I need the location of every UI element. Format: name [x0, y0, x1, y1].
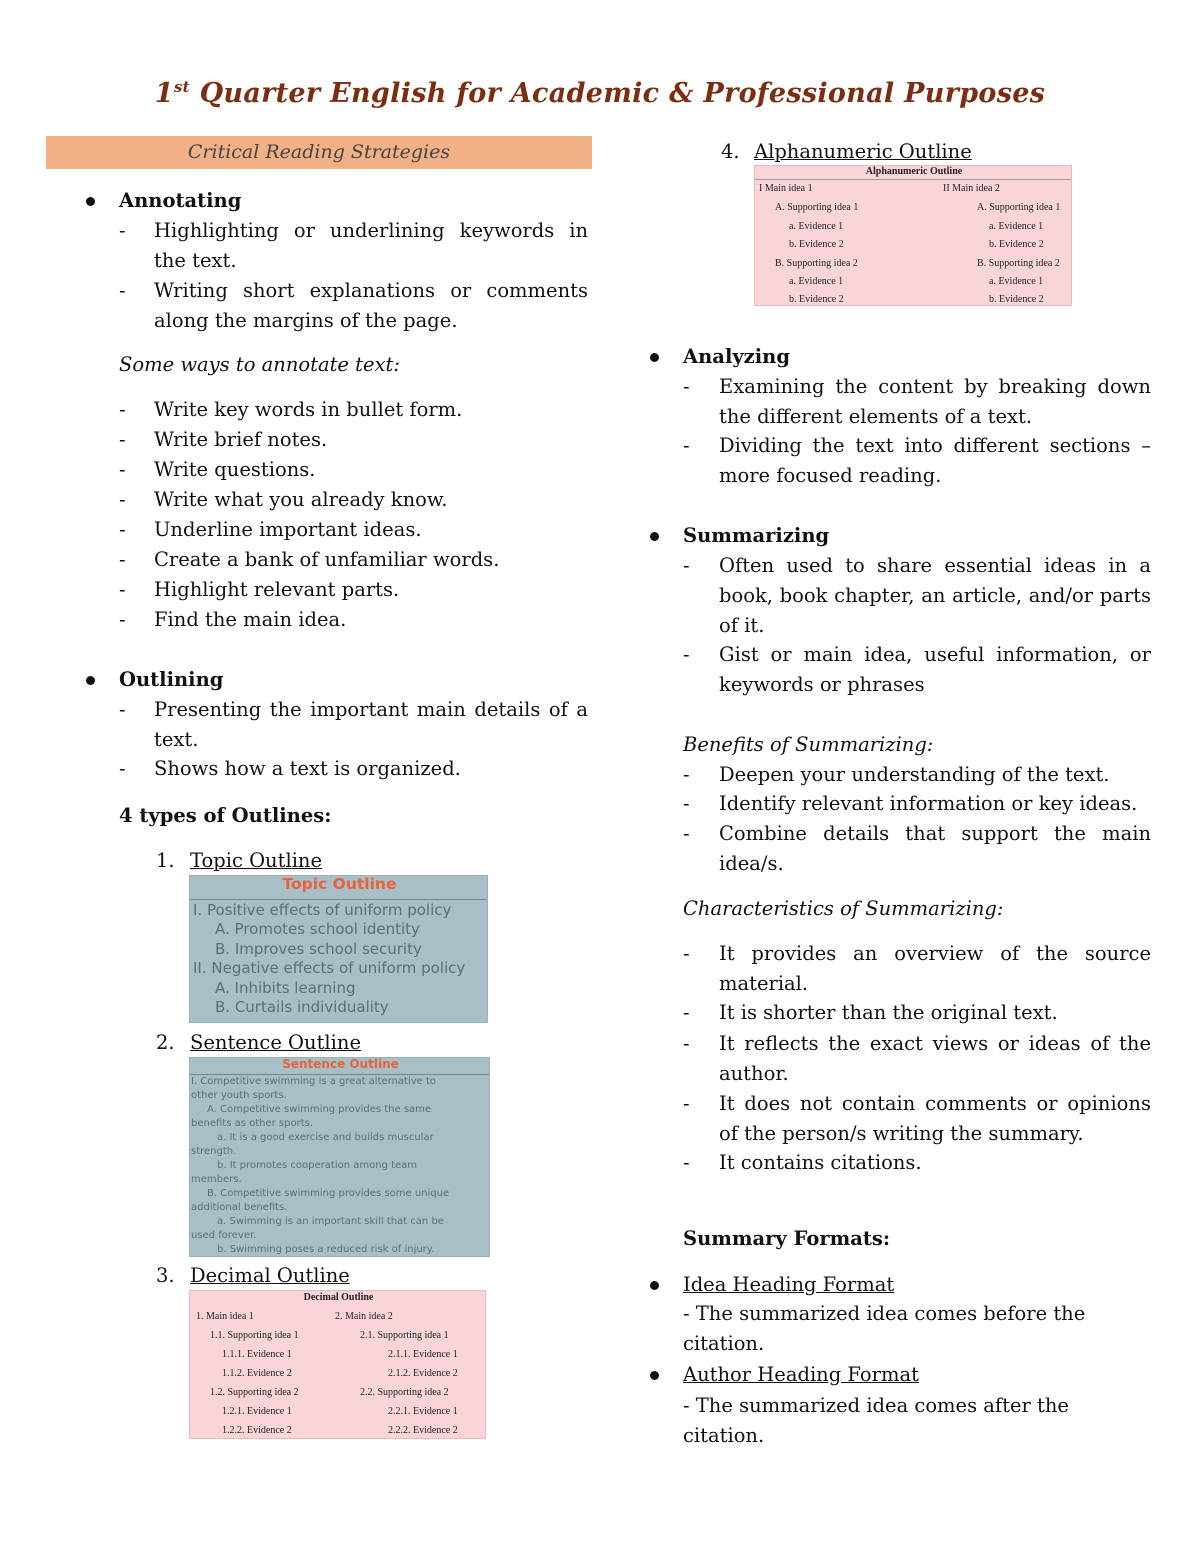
outline-line: 2.2.2. Evidence 2: [388, 1425, 458, 1436]
dash-icon: -: [683, 1032, 690, 1055]
list-number: 4.: [721, 140, 740, 163]
outline-line: 1.2. Supporting idea 2: [210, 1387, 299, 1398]
sentence-outline-image: [189, 1057, 490, 1257]
list-item: It does not contain comments or opinions of the person/s writing the summary.: [719, 1092, 1151, 1145]
dash-icon: -: [119, 608, 126, 631]
list-item: Underline important ideas.: [154, 518, 422, 541]
bullet-icon: [650, 1281, 659, 1290]
outline-line: B. Curtails individuality: [215, 998, 389, 1016]
outline-line: I. Competitive swimming is a great alternative to: [191, 1076, 437, 1087]
outline-line: b. Evidence 2: [789, 294, 844, 305]
dash-icon: -: [683, 1151, 690, 1174]
outline-line: b. Evidence 2: [989, 294, 1044, 305]
outline-line: a. Evidence 1: [989, 221, 1044, 232]
list-item: Write key words in bullet form.: [154, 398, 463, 421]
list-item: Write questions.: [154, 458, 316, 481]
list-item: Write what you already know.: [154, 488, 448, 511]
outline-line: 2.1.2. Evidence 2: [388, 1368, 458, 1379]
dash-icon: -: [119, 428, 126, 451]
outline-line: 1.2.1. Evidence 1: [222, 1406, 292, 1417]
list-item: Writing short explanations or comments along the margins of the page.: [154, 279, 588, 332]
outline-line: b. Evidence 2: [789, 239, 844, 250]
dash-icon: -: [119, 698, 126, 721]
outline-line: B. Supporting idea 2: [775, 258, 858, 269]
bullet-icon: [86, 197, 95, 206]
list-item: It provides an overview of the source material.: [719, 942, 1151, 995]
characteristics-label: Characteristics of Summarizing:: [683, 897, 1004, 920]
bullet-icon: [86, 676, 95, 685]
annotating-heading: Annotating: [119, 189, 242, 212]
bullet-icon: [650, 1371, 659, 1380]
outline-line: 2. Main idea 2: [335, 1311, 393, 1322]
dash-icon: -: [119, 458, 126, 481]
outline-line: members.: [191, 1174, 242, 1185]
outline-line: A. Supporting idea 1: [775, 202, 859, 213]
outline-line: I. Positive effects of uniform policy: [193, 901, 452, 919]
outline-line: B. Supporting idea 2: [977, 258, 1060, 269]
format-description: - The summarized idea comes before the citation.: [683, 1302, 1086, 1355]
sentence-outline-label: Sentence Outline: [190, 1031, 362, 1054]
list-item: Examining the content by breaking down the different elements of a text.: [719, 375, 1151, 428]
outline-line: 1.1.2. Evidence 2: [222, 1368, 292, 1379]
format-description: - The summarized idea comes after the citation.: [683, 1394, 1069, 1447]
list-item: Identify relevant information or key ideas.: [719, 792, 1138, 815]
bullet-icon: [650, 353, 659, 362]
summary-formats-label: Summary Formats:: [683, 1227, 891, 1250]
outline-line: 2.2.1. Evidence 1: [388, 1406, 458, 1417]
idea-heading-format: Idea Heading Format: [683, 1273, 895, 1296]
outline-line: 2.2. Supporting idea 2: [360, 1387, 449, 1398]
outline-line: b. Swimming poses a reduced risk of injury.: [217, 1244, 435, 1255]
outline-line: I Main idea 1: [759, 183, 813, 194]
outline-line: used forever.: [191, 1230, 257, 1241]
outline-line: 1. Main idea 1: [196, 1311, 254, 1322]
dash-icon: -: [119, 518, 126, 541]
outline-line: A. Supporting idea 1: [977, 202, 1061, 213]
decimal-outline-title: Decimal Outline: [303, 1292, 374, 1303]
outline-line: a. Evidence 1: [989, 276, 1044, 287]
dash-icon: -: [683, 554, 690, 577]
list-item: It is shorter than the original text.: [719, 1001, 1058, 1024]
benefits-label: Benefits of Summarizing:: [683, 733, 934, 756]
dash-icon: -: [683, 792, 690, 815]
dash-icon: -: [119, 578, 126, 601]
analyzing-heading: Analyzing: [683, 345, 790, 368]
list-item: It contains citations.: [719, 1151, 922, 1174]
list-item: Often used to share essential ideas in a book, book chapter, an article, and/or parts of it.: [719, 554, 1151, 637]
list-item: Create a bank of unfamiliar words.: [154, 548, 500, 571]
dash-icon: -: [683, 643, 690, 666]
decimal-outline-image: [189, 1290, 486, 1439]
dash-icon: -: [119, 219, 126, 242]
list-item: Presenting the important main details of a text.: [154, 698, 588, 751]
outline-line: A. Competitive swimming provides the same: [207, 1104, 432, 1115]
list-number: 2.: [156, 1031, 175, 1054]
dash-icon: -: [683, 1092, 690, 1115]
list-item: It reflects the exact views or ideas of the author.: [719, 1032, 1151, 1085]
outline-line: B. Competitive swimming provides some unique: [207, 1188, 450, 1199]
dash-icon: -: [683, 822, 690, 845]
outline-line: II Main idea 2: [943, 183, 1000, 194]
outline-line: a. Evidence 1: [789, 276, 844, 287]
alphanumeric-outline-image: [754, 165, 1072, 306]
outline-line: a. Swimming is an important skill that can be: [217, 1216, 444, 1227]
list-item: Find the main idea.: [154, 608, 347, 631]
list-number: 1.: [156, 849, 175, 872]
outline-line: b. It promotes cooperation among team: [217, 1160, 418, 1171]
decimal-outline-label: Decimal Outline: [190, 1264, 350, 1287]
dash-icon: -: [683, 375, 690, 398]
divider: [190, 899, 488, 900]
outline-line: A. Promotes school identity: [215, 920, 420, 938]
list-item: Combine details that support the main idea/s.: [719, 822, 1151, 875]
list-item: Dividing the text into different sections – more focused reading.: [719, 434, 1151, 487]
dash-icon: -: [683, 763, 690, 786]
list-item: Shows how a text is organized.: [154, 757, 461, 780]
dash-icon: -: [119, 398, 126, 421]
bullet-icon: [650, 532, 659, 541]
outline-line: b. Evidence 2: [989, 239, 1044, 250]
ways-label: Some ways to annotate text:: [119, 353, 400, 376]
alphanumeric-outline-title: Alphanumeric Outline: [865, 166, 963, 177]
dash-icon: -: [119, 488, 126, 511]
author-heading-format: Author Heading Format: [683, 1363, 919, 1386]
divider: [190, 1074, 490, 1075]
divider: [755, 179, 1072, 180]
dash-icon: -: [683, 942, 690, 965]
outline-line: A. Inhibits learning: [215, 979, 356, 997]
dash-icon: -: [119, 548, 126, 571]
outline-line: 1.1. Supporting idea 1: [210, 1330, 299, 1341]
outline-line: benefits as other sports.: [191, 1118, 314, 1129]
outline-types-label: 4 types of Outlines:: [119, 804, 332, 827]
dash-icon: -: [119, 279, 126, 302]
outline-line: 2.1. Supporting idea 1: [360, 1330, 449, 1341]
outline-line: 1.2.2. Evidence 2: [222, 1425, 292, 1436]
summarizing-heading: Summarizing: [683, 524, 830, 547]
document-title: 1st Quarter English for Academic & Professional Purposes: [154, 78, 1046, 109]
alphanumeric-outline-label: Alphanumeric Outline: [754, 140, 972, 163]
dash-icon: -: [683, 434, 690, 457]
outline-line: 1.1.1. Evidence 1: [222, 1349, 292, 1360]
outline-line: additional benefits.: [191, 1202, 288, 1213]
topic-outline-image: [189, 875, 488, 1023]
list-item: Gist or main idea, useful information, or keywords or phrases: [719, 643, 1151, 696]
topic-outline-label: Topic Outline: [190, 849, 323, 872]
outline-line: a. Evidence 1: [789, 221, 844, 232]
list-item: Highlighting or underlining keywords in the text.: [154, 219, 588, 272]
sentence-outline-title: Sentence Outline: [282, 1057, 399, 1071]
outline-line: other youth sports.: [191, 1090, 287, 1101]
topic-outline-title: Topic Outline: [282, 875, 397, 893]
list-item: Highlight relevant parts.: [154, 578, 400, 601]
outline-line: 2.1.1. Evidence 1: [388, 1349, 458, 1360]
section-banner: Critical Reading Strategies: [46, 136, 592, 169]
outline-line: II. Negative effects of uniform policy: [193, 959, 466, 977]
outline-line: a. It is a good exercise and builds muscular: [217, 1132, 434, 1143]
list-item: Write brief notes.: [154, 428, 328, 451]
list-item: Deepen your understanding of the text.: [719, 763, 1110, 786]
outline-line: B. Improves school security: [215, 940, 422, 958]
outline-line: strength.: [191, 1146, 237, 1157]
list-number: 3.: [156, 1264, 175, 1287]
dash-icon: -: [119, 757, 126, 780]
dash-icon: -: [683, 1001, 690, 1024]
outlining-heading: Outlining: [119, 668, 224, 691]
